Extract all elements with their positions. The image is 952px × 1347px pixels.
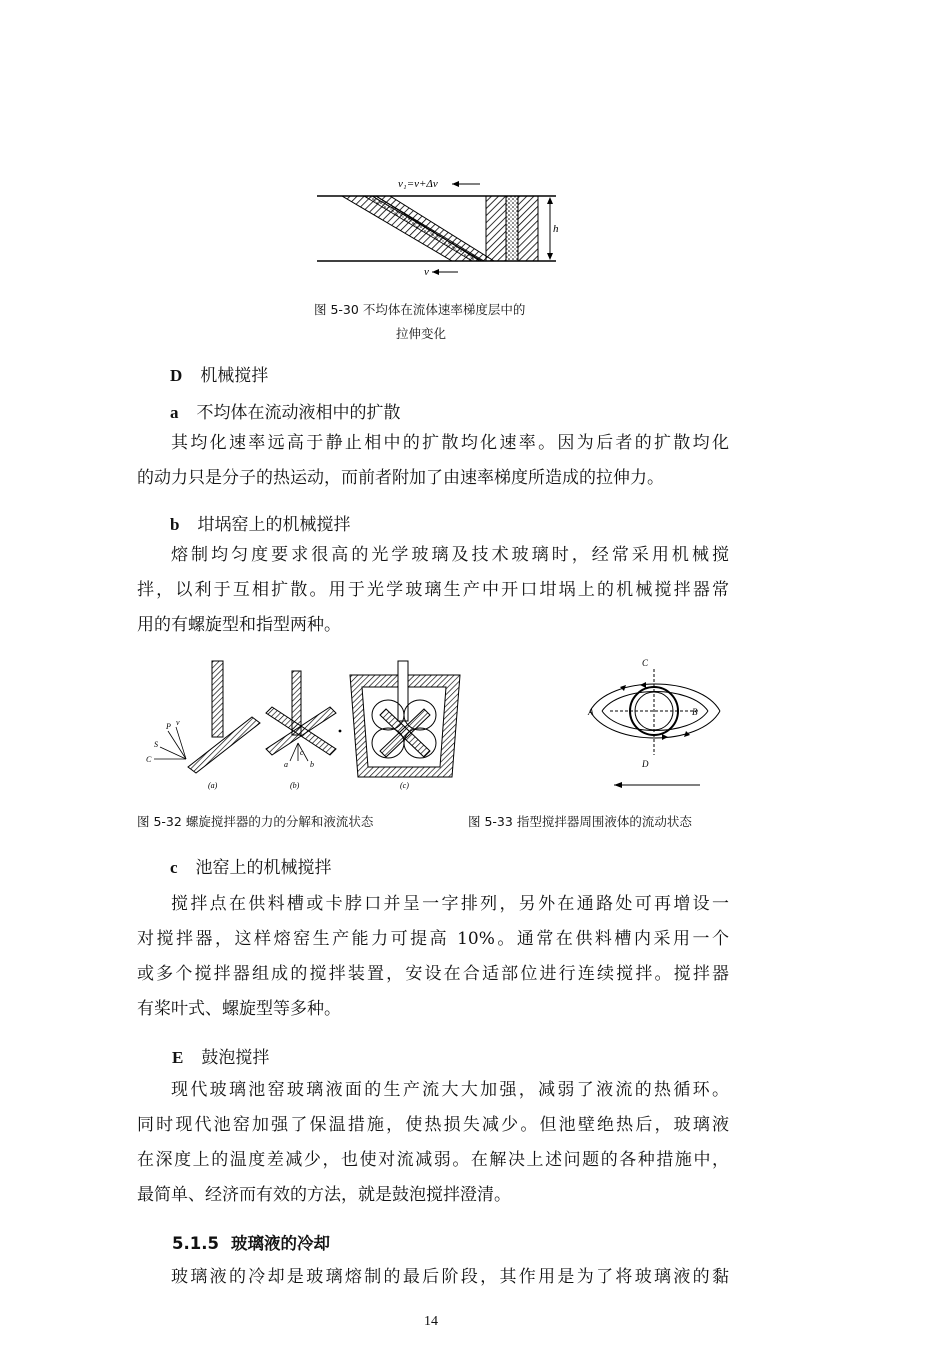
- heading-b: [170, 510, 350, 535]
- heading-5-1-5: [172, 1230, 330, 1254]
- heading-a: [170, 398, 401, 423]
- label-v1: v₁=v+Δv: [398, 178, 438, 190]
- subfig-a-label: (a): [208, 781, 218, 790]
- heading-c: [170, 853, 332, 878]
- paragraph-c-line: 对搅拌器，这样熔窑生产能力可提高 10%。通常在供料槽内采用一个: [137, 929, 729, 949]
- heading-D-title: 机械搅拌: [200, 366, 269, 386]
- heading-D: [170, 361, 268, 386]
- force-label-b: b: [310, 760, 314, 769]
- figure-5-32: [140, 655, 470, 795]
- force-label-a: a: [284, 760, 288, 769]
- heading-E-title: 鼓泡搅拌: [201, 1048, 270, 1068]
- force-label-c: C: [146, 755, 152, 764]
- stirrer-b: [266, 671, 336, 769]
- figure-5-30-caption-line1: 图 5-30 不均体在流体速率梯度层中的: [314, 302, 526, 317]
- point-C: C: [642, 658, 649, 668]
- crucible-c: [350, 661, 460, 777]
- subfig-c-label: (c): [400, 781, 409, 790]
- paragraph-E-line: 同时现代池窑加强了保温措施，使热损失减少。但池壁绝热后，玻璃液: [137, 1115, 729, 1135]
- paragraph-b-line: 拌，以利于互相扩散。用于光学玻璃生产中开口坩埚上的机械搅拌器常: [137, 580, 729, 600]
- heading-c-title: 池窑上的机械搅拌: [195, 858, 332, 878]
- paragraph-c-line: 搅拌点在供料槽或卡脖口并呈一字排列，另外在通路处可再增设一: [171, 894, 729, 914]
- heading-E-key: E: [172, 1048, 184, 1067]
- paragraph-a: [137, 426, 729, 496]
- paragraph-c: [137, 887, 729, 1027]
- figure-5-30: [312, 170, 572, 282]
- force-label-c2: c: [300, 748, 304, 757]
- paragraph-5-1-5: [137, 1260, 729, 1295]
- paragraph-c-line: 有桨叶式、螺旋型等多种。: [137, 999, 341, 1019]
- paragraph-a-line: 其均化速率远高于静止相中的扩散均化速率。因为后者的扩散均化: [171, 433, 729, 453]
- paragraph-b-line: 用的有螺旋型和指型两种。: [137, 615, 341, 635]
- heading-D-key: D: [170, 366, 183, 385]
- force-label-p: P: [166, 722, 171, 731]
- label-v: v: [424, 266, 429, 278]
- heading-5-1-5-number: 5.1.5: [172, 1234, 219, 1253]
- point-D: D: [642, 759, 649, 769]
- heading-5-1-5-title: 玻璃液的冷却: [230, 1234, 330, 1253]
- paragraph-b: [137, 538, 729, 643]
- point-A: A: [588, 707, 594, 717]
- paragraph-E-line: 现代玻璃池窑玻璃液面的生产流大大加强，减弱了液流的热循环。: [171, 1080, 729, 1100]
- force-label-s: S: [154, 740, 158, 749]
- heading-b-key: b: [170, 515, 180, 534]
- paragraph-5-1-5-line: 玻璃液的冷却是玻璃熔制的最后阶段，其作用是为了将玻璃液的黏: [171, 1267, 729, 1287]
- paragraph-a-line: 的动力只是分子的热运动，而前者附加了由速率梯度所造成的拉伸力。: [137, 468, 664, 488]
- heading-a-key: a: [170, 403, 179, 422]
- paragraph-b-line: 熔制均匀度要求很高的光学玻璃及技术玻璃时，经常采用机械搅: [171, 545, 729, 565]
- paragraph-E-line: 最简单、经济而有效的方法，就是鼓泡搅拌澄清。: [137, 1185, 511, 1205]
- figure-5-33: [580, 655, 730, 795]
- stirrer-a: [146, 661, 260, 773]
- label-h: h: [553, 223, 559, 235]
- force-label-v: v: [176, 718, 180, 727]
- page-number: 14: [424, 1314, 438, 1329]
- figure-5-30-caption-line2: 拉伸变化: [396, 326, 447, 341]
- heading-c-key: c: [170, 858, 178, 877]
- paragraph-E-line: 在深度上的温度差减少，也使对流减弱。在解决上述问题的各种措施中，: [137, 1150, 729, 1170]
- figure-5-32-caption: 图 5-32 螺旋搅拌器的力的分解和液流状态: [137, 814, 374, 829]
- figure-5-33-caption: 图 5-33 指型搅拌器周围液体的流动状态: [468, 814, 692, 829]
- paragraph-E: [137, 1073, 729, 1213]
- heading-b-title: 坩埚窑上的机械搅拌: [197, 515, 351, 535]
- heading-a-title: 不均体在流动液相中的扩散: [196, 403, 401, 423]
- subfig-b-label: (b): [290, 781, 300, 790]
- point-B: B: [692, 707, 698, 717]
- heading-E: [172, 1043, 269, 1068]
- paragraph-c-line: 或多个搅拌器组成的搅拌装置，安设在合适部位进行连续搅拌。搅拌器: [137, 964, 729, 984]
